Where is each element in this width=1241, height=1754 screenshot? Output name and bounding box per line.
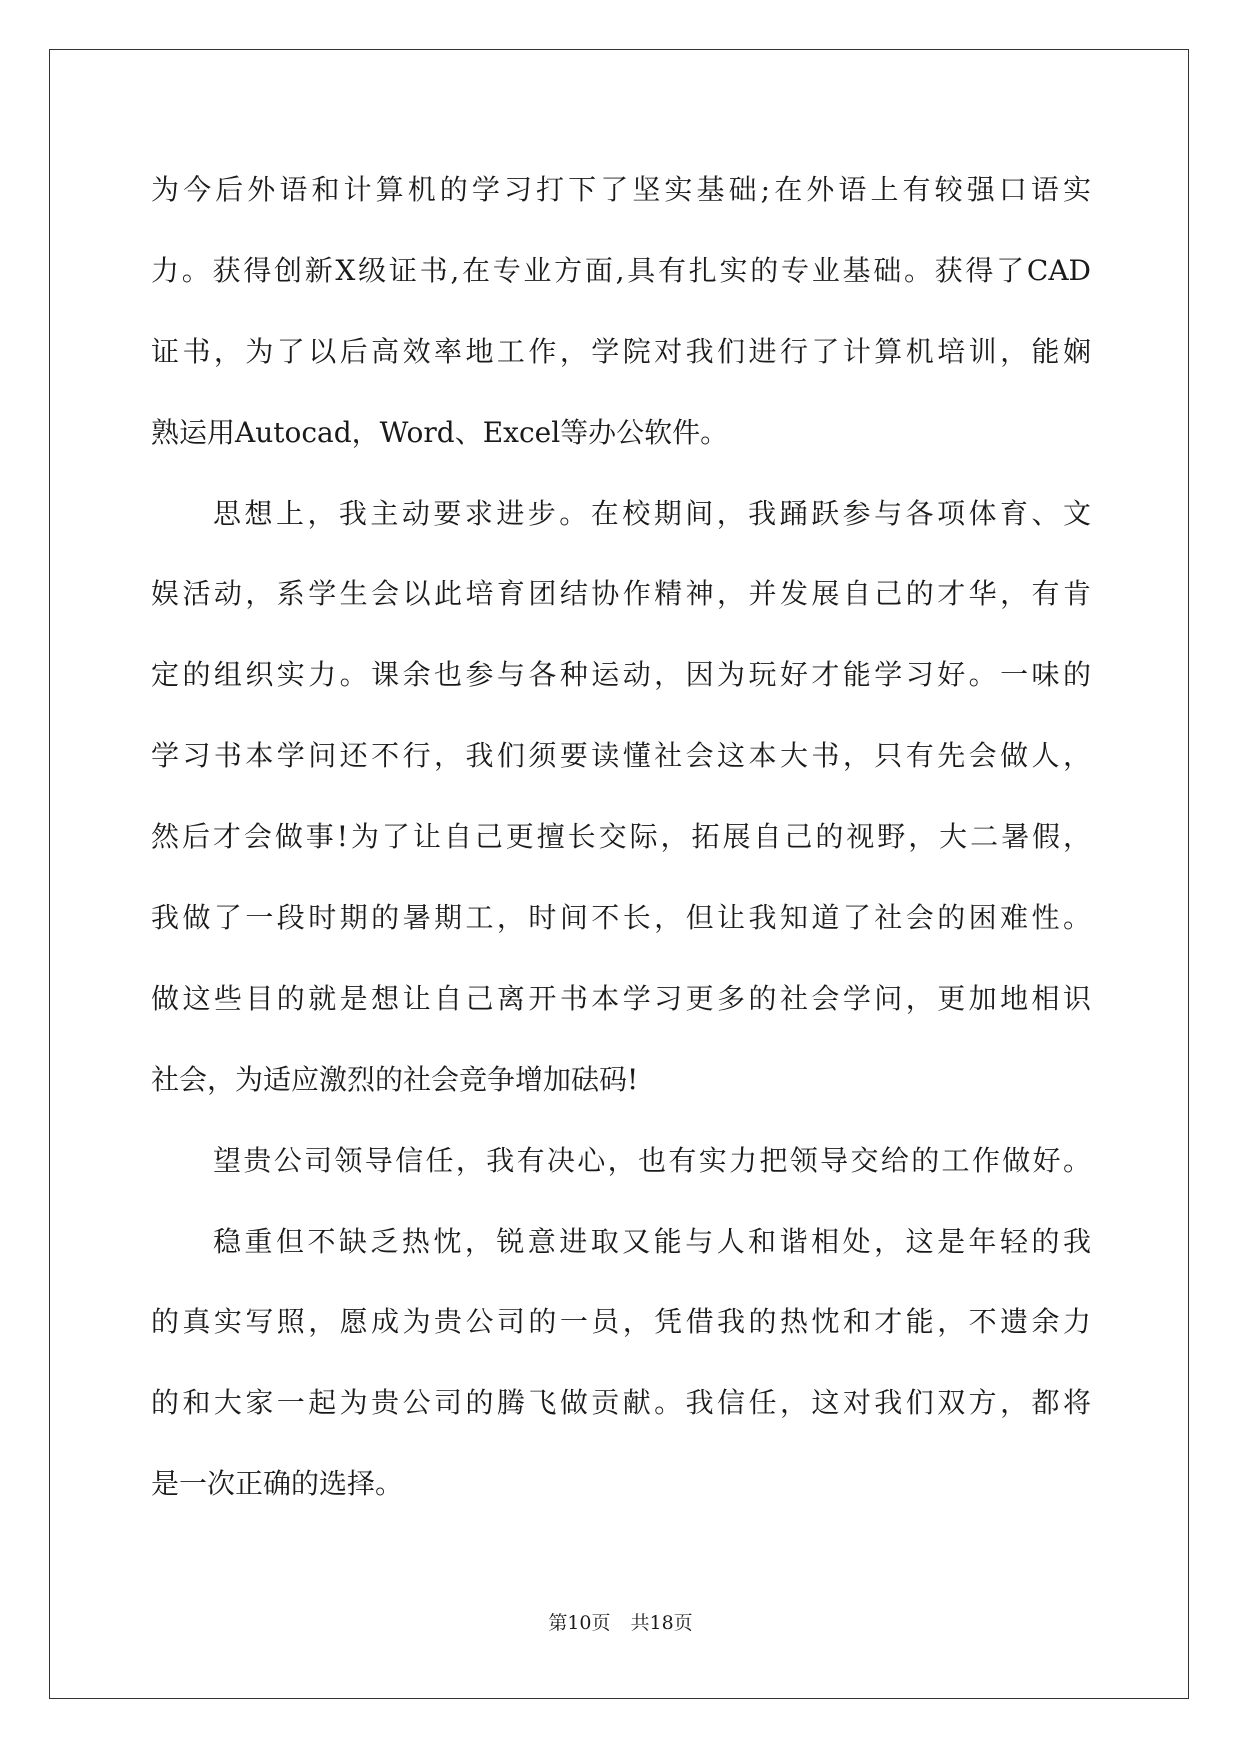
text-line: 是一次正确的选择。 — [151, 1467, 404, 1501]
paragraph-first-line: 稳重但不缺乏热忱，锐意进取又能与人和谐相处，这是年轻的我 — [213, 1224, 1091, 1258]
text-line: 的和大家一起为贵公司的腾飞做贡献。我信任，这对我们双方，都将 — [151, 1386, 1091, 1420]
text-line: 社会，为适应激烈的社会竞争增加砝码! — [151, 1062, 639, 1096]
text-line: 为今后外语和计算机的学习打下了坚实基础;在外语上有较强口语实 — [151, 173, 1091, 206]
page-footer — [0, 1608, 1241, 1635]
text-line: 学习书本学问还不行，我们须要读懂社会这本大书，只有先会做人， — [151, 739, 1091, 773]
text-line: 定的组织实力。课余也参与各种运动，因为玩好才能学习好。一味的 — [151, 658, 1091, 692]
text-line: 证书，为了以后高效率地工作，学院对我们进行了计算机培训，能娴 — [151, 334, 1091, 368]
text-line: 娱活动，系学生会以此培育团结协作精神，并发展自己的才华，有肯 — [151, 577, 1091, 611]
text-line: 力。获得创新X级证书,在专业方面,具有扎实的专业基础。获得了CAD — [151, 253, 1091, 287]
page-total: 共18页 — [630, 1612, 693, 1634]
text-line: 做这些目的就是想让自己离开书本学习更多的社会学问，更加地相识 — [151, 981, 1091, 1015]
text-line: 的真实写照，愿成为贵公司的一员，凭借我的热忱和才能，不遗余力 — [151, 1305, 1091, 1339]
text-line: 我做了一段时期的暑期工，时间不长，但让我知道了社会的困难性。 — [151, 901, 1091, 935]
paragraph-first-line: 思想上，我主动要求进步。在校期间，我踊跃参与各项体育、文 — [213, 496, 1091, 530]
paragraph-first-line: 望贵公司领导信任，我有决心，也有实力把领导交给的工作做好。 — [213, 1143, 1091, 1177]
document-body — [151, 160, 1091, 1535]
text-line: 熟运用Autocad，Word、Excel等办公软件。 — [151, 415, 729, 449]
text-line: 然后才会做事!为了让自己更擅长交际，拓展自己的视野，大二暑假， — [151, 820, 1091, 854]
page-number: 第10页 — [548, 1612, 611, 1634]
